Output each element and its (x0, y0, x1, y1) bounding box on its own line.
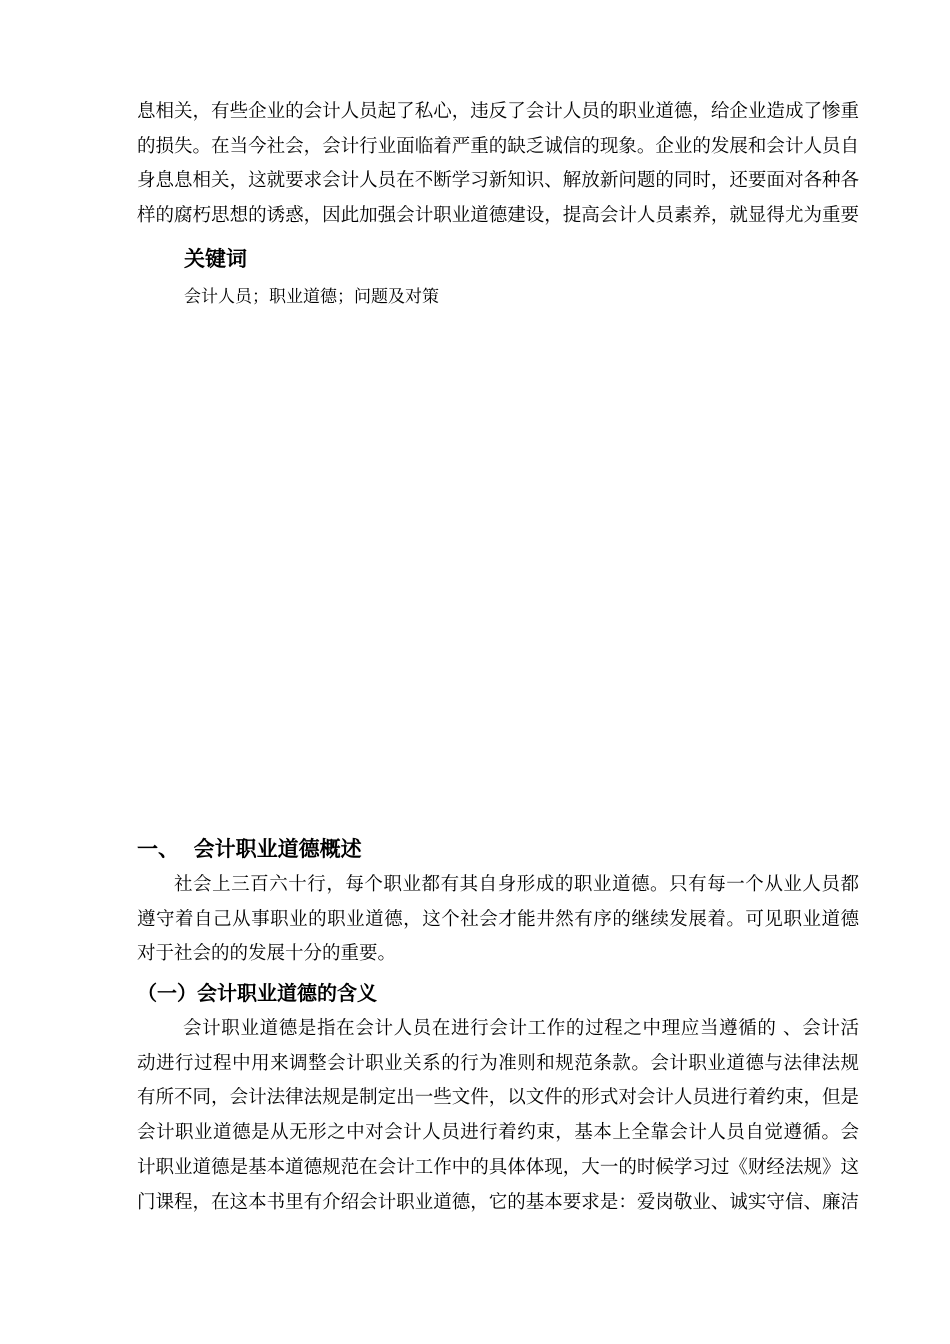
text-line: 动进行过程中用来调整会计职业关系的行为准则和规范条款。会计职业道德与法律法规 (137, 1052, 859, 1074)
text-line: 会计职业道德是从无形之中对会计人员进行着约束，基本上全靠会计人员自觉遵循。会 (137, 1122, 859, 1144)
text-line: 社会上三百六十行，每个职业都有其自身形成的职业道德。只有每一个从业人员都 (174, 874, 859, 895)
text-line: 会计职业道德是指在会计人员在进行会计工作的过程之中理应当遵循的 、会计活 (183, 1018, 859, 1039)
subsection-heading: （一）会计职业道德的含义 (137, 981, 377, 1005)
text-line: 样的腐朽思想的诱惑，因此加强会计职业道德建设，提高会计人员素养，就显得尤为重要 (137, 205, 859, 227)
text-line: 的损失。在当今社会，会计行业面临着严重的缺乏诚信的现象。企业的发展和会计人员自 (137, 135, 859, 157)
abstract-paragraph (137, 95, 859, 234)
keywords-heading: 关键词 (184, 247, 247, 271)
subsection-paragraph (137, 1012, 859, 1220)
text-line: 身息息相关，这就要求会计人员在不断学习新知识、解放新问题的同时，还要面对各种各 (137, 170, 859, 192)
text-line: 息相关，有些企业的会计人员起了私心，违反了会计人员的职业道德，给企业造成了惨重 (137, 101, 859, 122)
text-line: 对于社会的的发展十分的重要。 (137, 943, 397, 965)
text-line: 遵守着自己从事职业的职业道德，这个社会才能井然有序的继续发展着。可见职业道德 (137, 908, 859, 930)
keywords-text: 会计人员；职业道德；问题及对策 (184, 287, 439, 307)
section-paragraph (137, 868, 859, 972)
text-line: 门课程，在这本书里有介绍会计职业道德，它的基本要求是：爱岗敬业、诚实守信、廉洁 (137, 1191, 859, 1213)
section-heading: 一、 会计职业道德概述 (137, 837, 362, 861)
text-line: 有所不同，会计法律法规是制定出一些文件，以文件的形式对会计人员进行着约束，但是 (137, 1087, 859, 1109)
text-line: 计职业道德是基本道德规范在会计工作中的具体体现，大一的时候学习过《财经法规》这 (137, 1156, 859, 1178)
